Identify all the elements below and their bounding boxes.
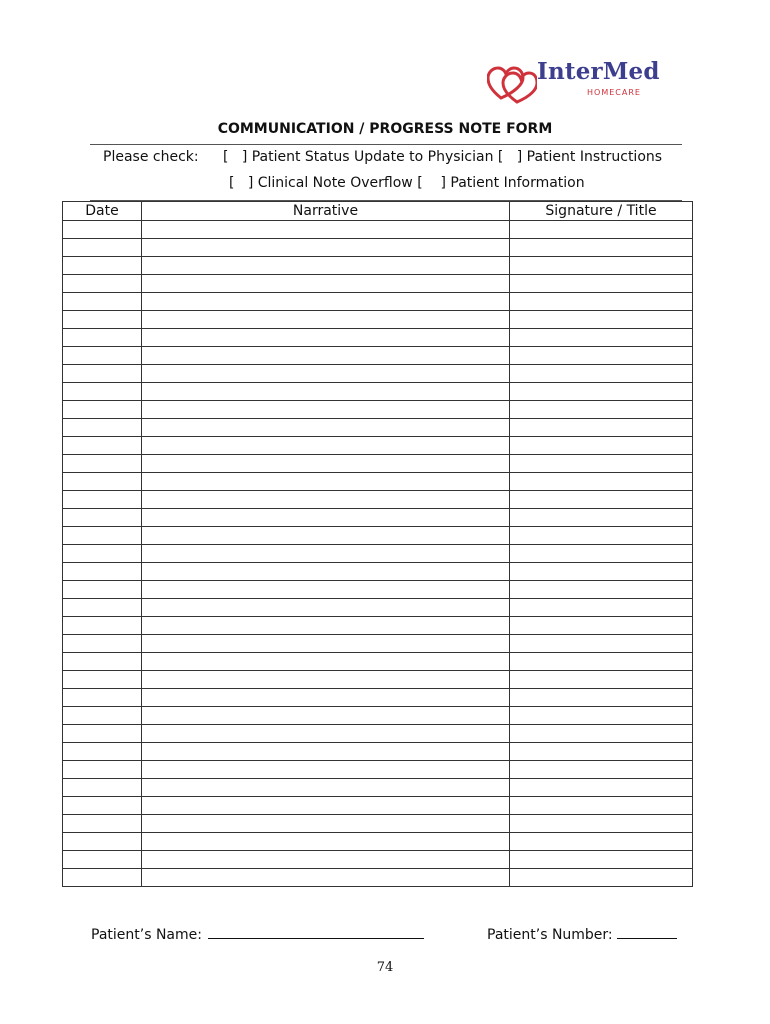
date-cell[interactable]	[63, 311, 142, 329]
signature-cell[interactable]	[510, 293, 693, 311]
signature-cell[interactable]	[510, 653, 693, 671]
table-row	[63, 851, 693, 869]
date-cell[interactable]	[63, 527, 142, 545]
table-row	[63, 653, 693, 671]
narrative-cell[interactable]	[142, 365, 510, 383]
signature-cell[interactable]	[510, 239, 693, 257]
signature-cell[interactable]	[510, 761, 693, 779]
table-row	[63, 545, 693, 563]
date-cell[interactable]	[63, 617, 142, 635]
narrative-header: Narrative	[142, 202, 510, 221]
check-options-line-1[interactable]: [ ] Patient Status Update to Physician [ ] Patient Instructions	[223, 149, 663, 165]
patient-name-label: Patient’s Name:	[91, 927, 202, 943]
signature-cell[interactable]	[510, 473, 693, 491]
signature-cell[interactable]	[510, 779, 693, 797]
narrative-cell[interactable]	[142, 509, 510, 527]
narrative-cell[interactable]	[142, 401, 510, 419]
table-row	[63, 455, 693, 473]
date-cell[interactable]	[63, 707, 142, 725]
table-row	[63, 221, 693, 239]
table-row	[63, 581, 693, 599]
signature-header: Signature / Title	[510, 202, 693, 221]
narrative-cell[interactable]	[142, 635, 510, 653]
narrative-cell[interactable]	[142, 347, 510, 365]
narrative-cell[interactable]	[142, 689, 510, 707]
date-cell[interactable]	[63, 239, 142, 257]
signature-cell[interactable]	[510, 545, 693, 563]
date-cell[interactable]	[63, 869, 142, 887]
signature-cell[interactable]	[510, 851, 693, 869]
page-number: 74	[376, 960, 394, 975]
date-cell[interactable]	[63, 221, 142, 239]
date-cell[interactable]	[63, 851, 142, 869]
date-header: Date	[63, 202, 142, 221]
narrative-cell[interactable]	[142, 311, 510, 329]
narrative-cell[interactable]	[142, 257, 510, 275]
signature-cell[interactable]	[510, 275, 693, 293]
signature-cell[interactable]	[510, 527, 693, 545]
table-row	[63, 509, 693, 527]
narrative-cell[interactable]	[142, 707, 510, 725]
date-cell[interactable]	[63, 491, 142, 509]
signature-cell[interactable]	[510, 815, 693, 833]
table-row	[63, 239, 693, 257]
patient-name-blank[interactable]	[208, 926, 424, 939]
table-row	[63, 293, 693, 311]
table-row	[63, 419, 693, 437]
signature-cell[interactable]	[510, 311, 693, 329]
date-cell[interactable]	[63, 563, 142, 581]
top-divider	[90, 144, 682, 145]
patient-name-field	[91, 926, 424, 943]
narrative-cell[interactable]	[142, 851, 510, 869]
table-body	[63, 221, 693, 887]
date-cell[interactable]	[63, 257, 142, 275]
date-cell[interactable]	[63, 347, 142, 365]
narrative-cell[interactable]	[142, 491, 510, 509]
logo-subtitle: HOMECARE	[587, 88, 641, 97]
date-cell[interactable]	[63, 401, 142, 419]
logo-name: InterMed	[537, 58, 660, 85]
table-row	[63, 401, 693, 419]
narrative-cell[interactable]	[142, 599, 510, 617]
narrative-cell[interactable]	[142, 797, 510, 815]
date-cell[interactable]	[63, 689, 142, 707]
narrative-cell[interactable]	[142, 761, 510, 779]
signature-cell[interactable]	[510, 221, 693, 239]
table-row	[63, 599, 693, 617]
date-cell[interactable]	[63, 545, 142, 563]
signature-cell[interactable]	[510, 257, 693, 275]
signature-cell[interactable]	[510, 365, 693, 383]
date-cell[interactable]	[63, 779, 142, 797]
signature-cell[interactable]	[510, 329, 693, 347]
signature-cell[interactable]	[510, 401, 693, 419]
table-row	[63, 275, 693, 293]
date-cell[interactable]	[63, 275, 142, 293]
table-row	[63, 257, 693, 275]
date-cell[interactable]	[63, 815, 142, 833]
signature-cell[interactable]	[510, 581, 693, 599]
narrative-cell[interactable]	[142, 653, 510, 671]
signature-cell[interactable]	[510, 599, 693, 617]
date-cell[interactable]	[63, 797, 142, 815]
date-cell[interactable]	[63, 833, 142, 851]
narrative-cell[interactable]	[142, 545, 510, 563]
narrative-cell[interactable]	[142, 617, 510, 635]
narrative-cell[interactable]	[142, 221, 510, 239]
form-title: COMMUNICATION / PROGRESS NOTE FORM	[217, 121, 553, 137]
narrative-cell[interactable]	[142, 419, 510, 437]
narrative-cell[interactable]	[142, 527, 510, 545]
table-row	[63, 563, 693, 581]
date-cell[interactable]	[63, 329, 142, 347]
signature-cell[interactable]	[510, 455, 693, 473]
signature-cell[interactable]	[510, 869, 693, 887]
table-row	[63, 743, 693, 761]
table-row	[63, 383, 693, 401]
signature-cell[interactable]	[510, 563, 693, 581]
signature-cell[interactable]	[510, 491, 693, 509]
narrative-cell[interactable]	[142, 563, 510, 581]
table-row	[63, 797, 693, 815]
table-row	[63, 527, 693, 545]
table-row	[63, 725, 693, 743]
date-cell[interactable]	[63, 725, 142, 743]
narrative-cell[interactable]	[142, 815, 510, 833]
signature-cell[interactable]	[510, 797, 693, 815]
date-cell[interactable]	[63, 509, 142, 527]
narrative-cell[interactable]	[142, 671, 510, 689]
intermed-logo	[487, 58, 662, 108]
table-row	[63, 473, 693, 491]
narrative-cell[interactable]	[142, 581, 510, 599]
date-cell[interactable]	[63, 599, 142, 617]
signature-cell[interactable]	[510, 437, 693, 455]
table-row	[63, 635, 693, 653]
narrative-cell[interactable]	[142, 329, 510, 347]
patient-number-label: Patient’s Number:	[487, 927, 613, 943]
narrative-cell[interactable]	[142, 437, 510, 455]
date-cell[interactable]	[63, 419, 142, 437]
hearts-logo-icon	[487, 62, 537, 104]
date-cell[interactable]	[63, 635, 142, 653]
signature-cell[interactable]	[510, 347, 693, 365]
table-row	[63, 833, 693, 851]
date-cell[interactable]	[63, 293, 142, 311]
patient-number-blank[interactable]	[617, 926, 677, 939]
date-cell[interactable]	[63, 653, 142, 671]
check-options-line-2[interactable]: [ ] Clinical Note Overflow [ ] Patient Information	[229, 175, 585, 191]
patient-number-field	[487, 926, 677, 943]
narrative-cell[interactable]	[142, 869, 510, 887]
date-cell[interactable]	[63, 473, 142, 491]
table-row	[63, 347, 693, 365]
signature-cell[interactable]	[510, 617, 693, 635]
signature-cell[interactable]	[510, 707, 693, 725]
table-row	[63, 815, 693, 833]
date-cell[interactable]	[63, 671, 142, 689]
signature-cell[interactable]	[510, 833, 693, 851]
narrative-cell[interactable]	[142, 275, 510, 293]
narrative-cell[interactable]	[142, 743, 510, 761]
narrative-cell[interactable]	[142, 455, 510, 473]
date-cell[interactable]	[63, 365, 142, 383]
signature-cell[interactable]	[510, 419, 693, 437]
narrative-cell[interactable]	[142, 725, 510, 743]
narrative-cell[interactable]	[142, 779, 510, 797]
table-row	[63, 779, 693, 797]
date-cell[interactable]	[63, 383, 142, 401]
signature-cell[interactable]	[510, 635, 693, 653]
date-cell[interactable]	[63, 743, 142, 761]
date-cell[interactable]	[63, 455, 142, 473]
table-row	[63, 311, 693, 329]
table-row	[63, 365, 693, 383]
narrative-cell[interactable]	[142, 239, 510, 257]
signature-cell[interactable]	[510, 509, 693, 527]
check-label: Please check:	[103, 149, 199, 165]
date-cell[interactable]	[63, 581, 142, 599]
table-row	[63, 671, 693, 689]
table-row	[63, 437, 693, 455]
date-cell[interactable]	[63, 437, 142, 455]
table-header-row	[63, 202, 693, 221]
table-row	[63, 761, 693, 779]
table-row	[63, 617, 693, 635]
narrative-cell[interactable]	[142, 383, 510, 401]
progress-note-table	[62, 201, 693, 887]
table-row	[63, 707, 693, 725]
signature-cell[interactable]	[510, 725, 693, 743]
date-cell[interactable]	[63, 761, 142, 779]
table-row	[63, 869, 693, 887]
table-row	[63, 689, 693, 707]
table-row	[63, 329, 693, 347]
narrative-cell[interactable]	[142, 293, 510, 311]
narrative-cell[interactable]	[142, 833, 510, 851]
signature-cell[interactable]	[510, 689, 693, 707]
signature-cell[interactable]	[510, 671, 693, 689]
signature-cell[interactable]	[510, 743, 693, 761]
table-row	[63, 491, 693, 509]
signature-cell[interactable]	[510, 383, 693, 401]
narrative-cell[interactable]	[142, 473, 510, 491]
